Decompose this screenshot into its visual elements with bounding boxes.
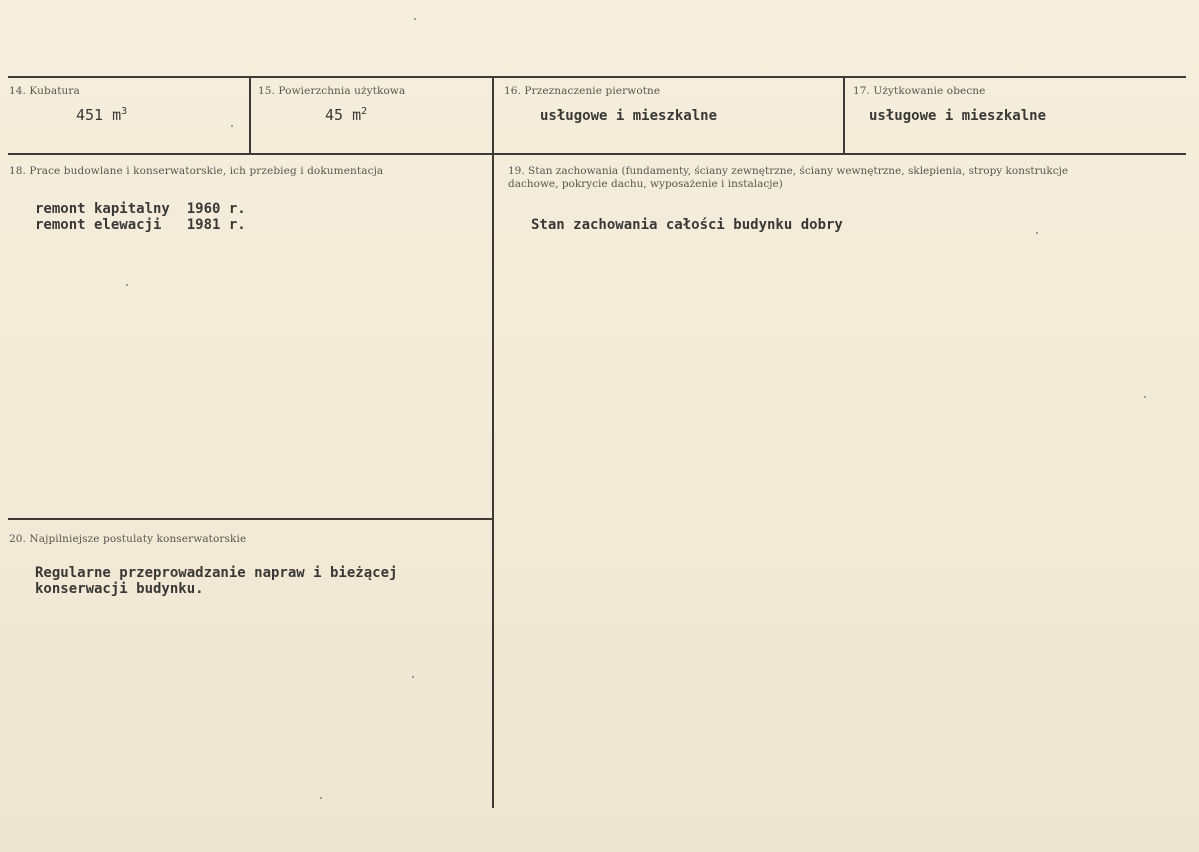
paper-speck bbox=[320, 797, 322, 799]
col-divider-3 bbox=[843, 76, 845, 155]
field-19-value: Stan zachowania całości budynku dobry bbox=[531, 217, 843, 233]
paper-speck bbox=[414, 18, 416, 20]
col-divider-1 bbox=[249, 76, 251, 155]
field-17-value: usługowe i mieszkalne bbox=[869, 108, 1047, 124]
field-17-label: 17. Użytkowanie obecne bbox=[853, 85, 986, 97]
field-14-label: 14. Kubatura bbox=[9, 85, 80, 97]
field-20-line-2: konserwacji budynku. bbox=[35, 581, 204, 597]
top-rule bbox=[8, 76, 1186, 78]
field-14-value bbox=[76, 106, 127, 124]
field-20-label: 20. Najpilniejsze postulaty konserwatorskie bbox=[9, 533, 247, 545]
paper-speck bbox=[1144, 396, 1146, 398]
paper-speck bbox=[231, 125, 233, 127]
field-20-line-1: Regularne przeprowadzanie napraw i bieżącej bbox=[35, 565, 398, 581]
field-15-exponent: 2 bbox=[361, 106, 368, 117]
field-14-unit: m bbox=[112, 106, 122, 124]
field-15-unit: m bbox=[352, 106, 362, 124]
field-16-value: usługowe i mieszkalne bbox=[540, 108, 718, 124]
field-14-exponent: 3 bbox=[121, 106, 128, 117]
row1-bottom-rule bbox=[8, 153, 1186, 155]
col1-split-rule bbox=[8, 518, 494, 520]
field-18-line-2: remont elewacji 1981 r. bbox=[35, 217, 246, 233]
field-19-label: 19. Stan zachowania (fundamenty, ściany zewnętrzne, ściany wewnętrzne, sklepienia, stropy konstrukcje dachowe, pokrycie dachu, wyposażenie i instalacje) bbox=[508, 165, 1069, 190]
paper-speck bbox=[412, 676, 414, 678]
field-14-number: 451 bbox=[76, 106, 104, 124]
col-divider-2 bbox=[492, 76, 494, 808]
paper-speck bbox=[126, 284, 128, 286]
field-15-label: 15. Powierzchnia użytkowa bbox=[258, 85, 406, 97]
paper-speck bbox=[1036, 232, 1038, 234]
field-15-value bbox=[325, 106, 367, 124]
field-18-label: 18. Prace budowlane i konserwatorskie, ich przebieg i dokumentacja bbox=[9, 165, 384, 177]
field-16-label: 16. Przeznaczenie pierwotne bbox=[504, 85, 661, 97]
field-15-number: 45 bbox=[325, 106, 344, 124]
field-18-line-1: remont kapitalny 1960 r. bbox=[35, 201, 246, 217]
